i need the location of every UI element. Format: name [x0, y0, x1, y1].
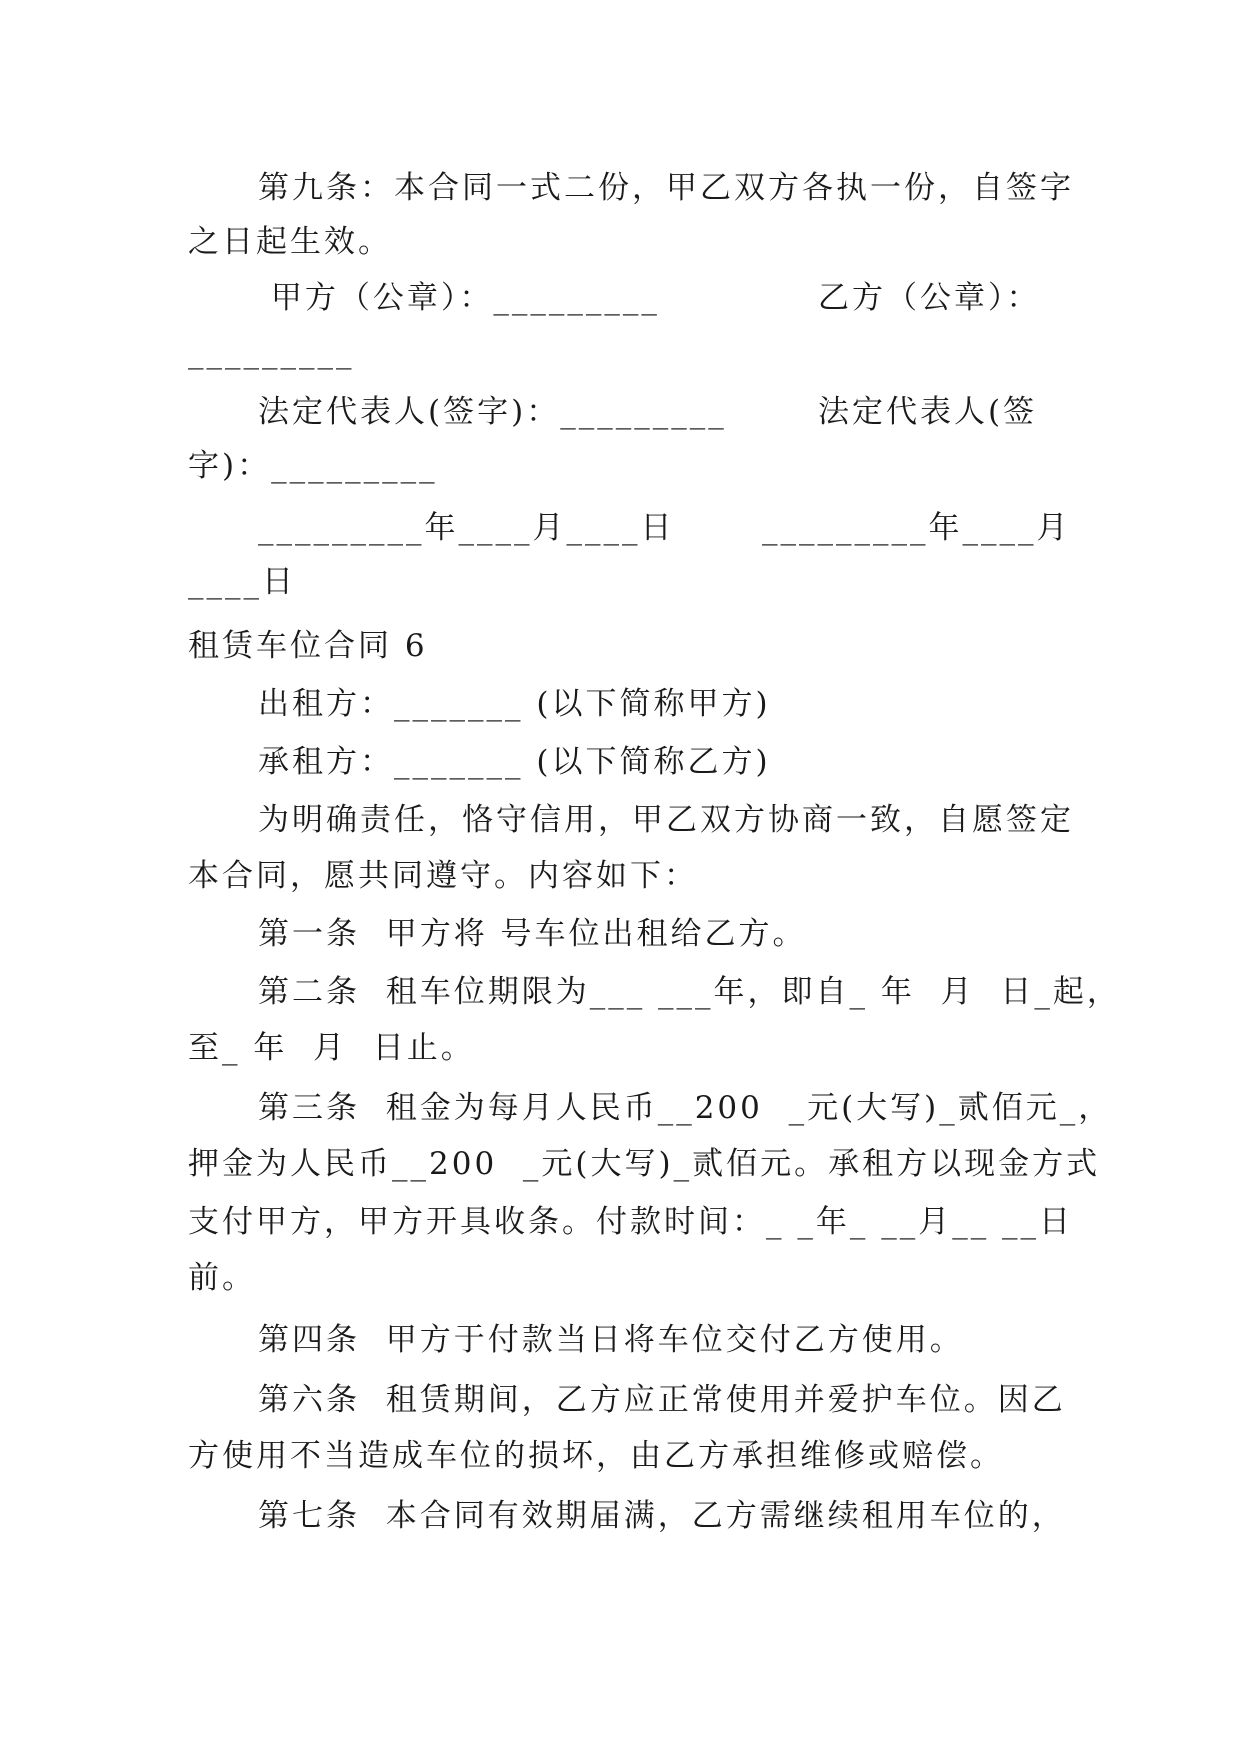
rep-a-sign-line: 法定代表人(签字)：_________: [258, 394, 727, 430]
rep-b-sign-continued: 字)：_________: [188, 448, 438, 484]
article-3-line-4: 前。: [188, 1260, 256, 1296]
article-2-line-1: 第二条 租车位期限为___ ___年，即自_ 年 月 日_起，: [258, 974, 1121, 1010]
article-9-line-1: 第九条：本合同一式二份，甲乙双方各执一份，自签字: [258, 170, 1074, 206]
article-9-line-2: 之日起生效。: [188, 224, 392, 260]
lessee-line: 承租方：_______ (以下简称乙方): [258, 744, 771, 780]
article-7-line-1: 第七条 本合同有效期届满，乙方需继续租用车位的，: [258, 1498, 1066, 1534]
intro-line-2: 本合同，愿共同遵守。内容如下：: [188, 858, 698, 894]
article-3-line-2: 押金为人民币__200 _元(大写)_贰佰元。承租方以现金方式: [188, 1146, 1101, 1182]
party-b-seal-line: 乙方（公章）：: [818, 280, 1041, 316]
date-b-continued: ____日: [188, 564, 296, 600]
article-4: 第四条 甲方于付款当日将车位交付乙方使用。: [258, 1322, 964, 1358]
rep-b-sign-line: 法定代表人(签: [818, 394, 1038, 430]
article-1: 第一条 甲方将 号车位出租给乙方。: [258, 916, 807, 952]
contract-6-title: 租赁车位合同 6: [188, 628, 428, 664]
party-b-seal-blank: _________: [188, 334, 355, 370]
article-6-line-2: 方使用不当造成车位的损坏，由乙方承担维修或赔偿。: [188, 1438, 1004, 1474]
date-a-line: _________年____月____日: [258, 510, 675, 546]
article-2-line-2: 至_ 年 月 日止。: [188, 1030, 475, 1066]
lessor-line: 出租方：_______ (以下简称甲方): [258, 686, 771, 722]
date-b-line: _________年____月: [762, 510, 1071, 546]
party-a-seal-line: 甲方（公章）：_________: [258, 280, 660, 316]
article-3-line-1: 第三条 租金为每月人民币__200 _元(大写)_贰佰元_，: [258, 1090, 1113, 1126]
article-3-line-3: 支付甲方，甲方开具收条。付款时间：_ _年_ __月__ __日: [188, 1204, 1074, 1240]
intro-line-1: 为明确责任，恪守信用，甲乙双方协商一致，自愿签定: [258, 802, 1074, 838]
article-6-line-1: 第六条 租赁期间，乙方应正常使用并爱护车位。因乙: [258, 1382, 1066, 1418]
